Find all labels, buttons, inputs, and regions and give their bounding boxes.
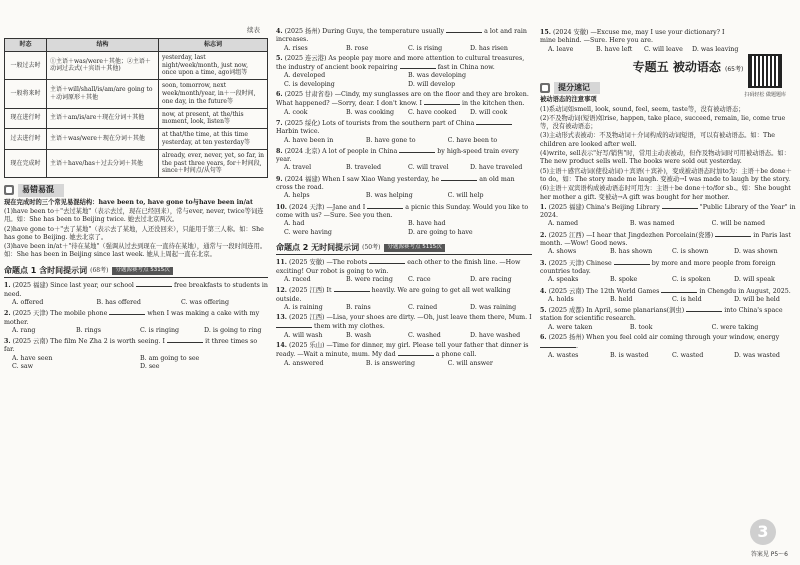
q-stem: (2025 连云港) As people pay more and more attention to cultural treasures, the industry of ancient book repairing: [276, 54, 525, 72]
option[interactable]: B. rose: [346, 44, 369, 52]
option[interactable]: A. named: [548, 220, 579, 228]
option[interactable]: D. was raining: [470, 303, 517, 311]
option[interactable]: A. have seen: [12, 354, 53, 362]
q-stem: by high-speed train every year.: [276, 147, 519, 164]
tense-table: [4, 38, 268, 178]
q-stem: .: [576, 343, 579, 351]
question: [540, 334, 796, 360]
option[interactable]: B. took: [629, 323, 653, 331]
question: [276, 119, 532, 145]
kp1-count: (68考): [90, 267, 109, 275]
option[interactable]: B. have gone to: [365, 136, 416, 144]
column-left: [4, 0, 268, 565]
question: [276, 342, 532, 368]
option[interactable]: C. will travel: [408, 164, 449, 172]
note-item: (5)主语＋感官动词(使役动词)＋宾语(＋宾补)，变成被动语态时加to为：主语＋be done＋to do。如：The story made me laugh. 变被动→I was made to laugh by the story.: [540, 167, 792, 183]
page-number: 3: [750, 519, 776, 545]
q-num: 5.: [276, 54, 283, 62]
option[interactable]: C. race: [408, 275, 431, 283]
options: [276, 304, 532, 312]
table-row: [5, 129, 268, 150]
tense-name: 现在完成时: [5, 149, 47, 177]
q-stem: (2025 安徽) —The robots: [288, 259, 368, 267]
question: [540, 29, 796, 54]
option[interactable]: C. will help: [447, 192, 484, 200]
option[interactable]: A. rises: [284, 44, 308, 52]
q-stem: (2025 江西) —I hear that Jingdezhen Porcelain(瓷器): [548, 231, 714, 239]
q-stem: fast in China now.: [437, 64, 495, 72]
option[interactable]: A. offered: [12, 298, 44, 306]
q-stem: (2025 天津) The mobile phone: [12, 310, 108, 318]
option[interactable]: C. have cooked: [408, 108, 457, 116]
options: [276, 45, 532, 53]
confusion-point: (1)have been to＋"去过某地"（表示去过，现在已经回来），常与ever, never, twice等词连用。如：She has been to Beijing twice. 她去过北京两次。: [4, 208, 264, 224]
option[interactable]: C. is rising: [408, 44, 443, 52]
question: [276, 175, 532, 201]
tense-name: 现在进行时: [5, 108, 47, 129]
option[interactable]: C. saw: [12, 363, 33, 370]
option[interactable]: B. were racing: [346, 275, 393, 283]
confusion-intro: 现在完成时的三个常见易混结构：have been to, have gone to与have been in/at: [4, 198, 253, 206]
q-num: 4.: [540, 287, 547, 295]
option[interactable]: A. travel: [284, 164, 312, 172]
option[interactable]: A. had: [284, 220, 305, 228]
kp1-heading: [4, 266, 268, 279]
q-num: 11.: [276, 259, 287, 267]
answer-blank[interactable]: [399, 147, 435, 153]
answer-blank[interactable]: [109, 309, 145, 315]
tense-markers: soon, tomorrow, next week/month/year, in＋一段时间, one day, in the future等: [159, 80, 268, 108]
q-stem: (2025 甘肃省卷) —Cindy, my sunglasses are on the floor and they are broken. What happened? —Sorry, dear. I don't know. I: [276, 91, 529, 108]
options: [4, 299, 268, 307]
q-stem: (2025 乐山) —Time for dinner, my girl. Please tell your father that dinner is ready. —Wait a minute, mum. My dad: [276, 342, 529, 359]
q-num: 8.: [276, 147, 283, 155]
table-row: [5, 149, 268, 177]
q-stem: (2024 安徽) —Excuse me, may I use your dictionary? I mine behind. —Sure. Here you are.: [540, 29, 725, 45]
question: [276, 27, 532, 53]
tense-structure: ①主语＋was/were＋其他；②主语＋动词过去式(＋宾语＋其他): [47, 51, 159, 79]
q-num: 9.: [276, 175, 283, 183]
q-num: 3.: [4, 338, 11, 346]
q-num: 2.: [540, 231, 547, 239]
option[interactable]: D. is going to ring: [204, 326, 262, 334]
question: [276, 203, 532, 237]
q-num: 1.: [540, 203, 547, 211]
q-num: 13.: [276, 314, 287, 322]
q-stem: (2025 江西) It: [288, 287, 332, 295]
option[interactable]: A. leave: [548, 45, 574, 53]
option[interactable]: B. held: [610, 295, 633, 303]
option[interactable]: D. has risen: [470, 44, 508, 52]
options: [540, 276, 796, 284]
q-stem: (2024 福建) When I saw Xiao Wang yesterday, he: [284, 175, 440, 183]
note-item: (3)主动形式表被动：不及物动词＋介词构成的动词短语，可以有被动语态。如：The children are looked after well.: [540, 132, 775, 148]
options: [540, 352, 796, 360]
confusion-point: (2)have gone to＋"去了某地"（表示去了某地，人还没回来），只能用于第三人称。如：She has gone to Beijing. 她去北京了。: [4, 225, 264, 241]
note-item: (6)主语＋双宾语构成被动语态时可用为：主语＋be done＋to/for sb.。如：She bought her mother a gift. 变被动→A gift was bought for her mother.: [540, 185, 791, 201]
kp2-title: 命题点 2 无时间提示词: [276, 242, 360, 252]
tense-markers: already, ever, never, yet, so far, in the past three years, for＋时间段, since＋时间点/从句等: [159, 149, 268, 177]
option[interactable]: A. will wash: [284, 331, 323, 339]
option[interactable]: A. shows: [548, 248, 577, 256]
answer-blank[interactable]: [540, 342, 579, 351]
q-num: 12.: [276, 287, 287, 295]
q-stem: (2025 绥化) Lots of tourists from the southern part of China: [284, 119, 475, 127]
answer-blank[interactable]: [334, 286, 370, 292]
q-num: 10.: [276, 203, 287, 211]
options: [540, 296, 796, 304]
q-num: 14.: [276, 342, 287, 350]
table-header: 结构: [47, 39, 159, 52]
q-num: 3.: [540, 259, 547, 267]
option[interactable]: C. is shown: [672, 248, 709, 256]
option[interactable]: C. washed: [408, 331, 441, 339]
column-right: [540, 0, 796, 565]
options: [276, 192, 532, 200]
answer-blank[interactable]: [136, 281, 172, 287]
option[interactable]: A. developed: [284, 72, 326, 80]
question: [276, 91, 532, 117]
option[interactable]: D. was shown: [734, 248, 778, 256]
option[interactable]: B. was developing: [408, 72, 466, 80]
options: [276, 72, 532, 89]
answer-blank[interactable]: [167, 337, 203, 343]
options: [276, 220, 532, 237]
q-num: 2.: [4, 310, 11, 318]
notebook-icon: [540, 83, 550, 93]
option[interactable]: A. wastes: [548, 351, 579, 359]
q-stem: a picnic this Sunday. Would you like to come with us? —Sure. See you then.: [276, 203, 529, 219]
option[interactable]: A. have been in: [284, 136, 334, 144]
q-stem: in the kitchen then.: [462, 100, 525, 108]
option[interactable]: D. will cook: [470, 108, 508, 116]
question: [4, 281, 268, 307]
q-stem: (2025 天津) Chinese: [548, 259, 612, 267]
q-stem: heavily. We are going to get all wet walking outside.: [276, 287, 511, 303]
q-stem: in Chengdu in August, 2025.: [699, 287, 791, 295]
options: [4, 355, 268, 372]
table-row: [5, 108, 268, 129]
confusion-heading: [4, 184, 268, 197]
q-stem: by more and more people from foreign countries today.: [540, 259, 776, 275]
option[interactable]: B. is wasted: [610, 351, 649, 359]
option[interactable]: B. has shown: [610, 248, 653, 256]
answer-blank[interactable]: [441, 175, 477, 181]
notes-title: 提分速记: [554, 82, 600, 95]
q-stem: (2024 天津) —Jane and I: [288, 203, 366, 211]
options: [276, 109, 532, 117]
table-row: [5, 80, 268, 108]
q-num: 7.: [276, 119, 283, 127]
option[interactable]: B. was named: [629, 220, 675, 228]
note-item: (2)不及物动词(短语)如rise, happen, take place, succeed, remain, lie, come true等，没有被动语态；: [540, 114, 786, 131]
qr-code-icon[interactable]: [748, 54, 782, 88]
option[interactable]: B. traveled: [346, 164, 381, 172]
option[interactable]: B. spoke: [610, 276, 638, 284]
tense-structure: 主语＋will/shall/is/am/are going to＋动词原形＋其他: [47, 80, 159, 108]
option[interactable]: C. wasted: [672, 351, 704, 359]
question: [4, 337, 268, 371]
option[interactable]: C. is spoken: [672, 276, 711, 284]
q-stem: (2025 成都) In April, some planarians(涡虫): [548, 307, 685, 315]
q-stem: each other to the finish line. —How exciting! Our robot is going to win.: [276, 259, 521, 275]
options: [276, 360, 532, 368]
note-item: (1)系动词如smell, look, sound, feel, seem, taste等，没有被动语态；: [540, 105, 745, 113]
answer-blank[interactable]: [662, 203, 698, 209]
answer-blank[interactable]: [715, 231, 751, 237]
option[interactable]: C. have been to: [447, 136, 498, 144]
question: [276, 55, 532, 89]
q-num: 1.: [4, 282, 11, 290]
kp2-tag: 分题源赛考点 5115次: [384, 244, 444, 251]
option[interactable]: B. have left: [596, 45, 633, 53]
option[interactable]: D. have washed: [470, 331, 521, 339]
kp2-count: (50考): [362, 244, 381, 252]
option[interactable]: C. will answer: [447, 359, 493, 367]
option[interactable]: A. is raining: [284, 303, 323, 311]
option[interactable]: D. was leaving: [692, 45, 739, 53]
tense-structure: 主语＋was/were＋现在分词＋其他: [47, 129, 159, 150]
option[interactable]: C. is ringing: [140, 326, 180, 334]
answer-blank[interactable]: [369, 258, 405, 264]
q-num: 6.: [540, 333, 547, 341]
option[interactable]: C. will leave: [644, 45, 683, 53]
answer-blank[interactable]: [686, 306, 722, 312]
option[interactable]: D. have traveled: [470, 164, 523, 172]
options: [276, 276, 532, 284]
option[interactable]: D. see: [140, 363, 160, 370]
tense-markers: now, at present, at the/this moment, look, listen等: [159, 108, 268, 129]
option[interactable]: A. raced: [284, 275, 311, 283]
question: [540, 287, 796, 305]
question: [540, 259, 796, 285]
option[interactable]: D. will be held: [734, 295, 780, 303]
q-stem: (2025 福建) Since last year, our school: [12, 282, 134, 290]
option[interactable]: C. rained: [408, 303, 438, 311]
q-num: 5.: [540, 307, 547, 315]
answer-blank[interactable]: [424, 99, 460, 105]
options: [540, 46, 740, 54]
question: [276, 147, 532, 173]
option[interactable]: C. is held: [672, 295, 702, 303]
tense-name: 过去进行时: [5, 129, 47, 150]
q-stem: (2025 福建) China's Beijing Library: [548, 203, 660, 211]
option[interactable]: C. was offering: [180, 298, 230, 306]
option[interactable]: A. rang: [12, 326, 36, 334]
question: [276, 314, 532, 340]
tense-name: 一般将来时: [5, 80, 47, 108]
option[interactable]: D. was wasted: [734, 351, 780, 359]
q-stem: (2025 扬州) During Guyu, the temperature usually: [284, 28, 445, 35]
option[interactable]: C. is developing: [284, 80, 335, 88]
option[interactable]: B. was cooking: [346, 108, 395, 116]
q-stem: "Public Library of the Year" in 2024.: [540, 203, 796, 220]
option[interactable]: D. will develop: [408, 80, 456, 88]
answer-blank[interactable]: [400, 63, 436, 69]
option[interactable]: A. speaks: [548, 276, 579, 284]
q-stem: in Paris last month. —Wow! Good news.: [540, 231, 791, 248]
options: [540, 248, 796, 256]
option[interactable]: B. was helping: [365, 192, 413, 200]
question: [540, 231, 796, 257]
option[interactable]: C. were having: [284, 228, 332, 236]
option[interactable]: C. will be named: [711, 220, 765, 228]
q-stem: (2025 江西) —Lisa, your shoes are dirty. —Oh, just leave them there, Mum. I: [288, 314, 532, 322]
table-header: 时态: [5, 39, 47, 52]
answer-blank[interactable]: [276, 322, 312, 328]
answer-blank[interactable]: [446, 27, 482, 33]
table-header: 标志词: [159, 39, 268, 52]
option[interactable]: B. has offered: [96, 298, 141, 306]
q-stem: it three times so far.: [4, 338, 258, 354]
confusion-point: (3)have been in/at＋"待在某地"（强调从过去到现在一直待在某地），通常与一段时间连用。如：She has been in Beijing since last week. 她从上周起一直在北京。: [4, 243, 267, 259]
q-stem: them with my clothes.: [314, 323, 385, 331]
q-stem: an old man cross the road.: [276, 175, 515, 192]
continued-label: 续表: [247, 26, 260, 34]
topic-name: 专题五 被动语态: [632, 59, 721, 74]
option[interactable]: C. were taking: [711, 323, 759, 331]
q-num: 4.: [276, 28, 283, 35]
option[interactable]: B. is answering: [365, 359, 415, 367]
question: [276, 258, 532, 284]
q-stem: (2024 北京) A lot of people in China: [284, 147, 398, 155]
option[interactable]: A. helps: [284, 192, 310, 200]
options: [276, 164, 532, 172]
option[interactable]: B. rains: [346, 303, 371, 311]
q-stem: a lot and rain increases.: [276, 28, 527, 44]
answer-blank[interactable]: [476, 119, 512, 125]
tense-structure: 主语＋am/is/are＋现在分词＋其他: [47, 108, 159, 129]
options: [4, 327, 268, 335]
kp2-heading: [276, 243, 532, 256]
option[interactable]: A. cook: [284, 108, 308, 116]
question: [540, 203, 796, 229]
option[interactable]: A. answered: [284, 359, 324, 367]
question: [4, 309, 268, 335]
tense-markers: at that/the time, at this time yesterday, at ten yesterday等: [159, 129, 268, 150]
column-middle: [276, 0, 532, 565]
option[interactable]: D. are going to have: [408, 228, 473, 236]
notes-list: [540, 106, 796, 202]
topic-count: (65考): [725, 65, 744, 73]
option[interactable]: A. holds: [548, 295, 574, 303]
q-stem: (2025 云南) The 12th World Games: [548, 287, 660, 295]
q-stem: when I was making a cake with my mother.: [4, 310, 260, 326]
answer-blank[interactable]: [614, 259, 650, 265]
options: [276, 332, 532, 340]
option[interactable]: B. have had: [408, 220, 446, 228]
confusion-title: 易错易混: [18, 184, 64, 197]
q-stem: a phone call.: [435, 351, 477, 359]
table-row: [5, 51, 268, 79]
note-item: (4)write, sell表示"好写/销售"时，常用主动表被动，但作及物动词时可用被动语态。如：The new product sells well. The books were sold out yesterday.: [540, 150, 790, 166]
options: [540, 324, 796, 332]
tense-structure: 主语＋have/has＋过去分词＋其他: [47, 149, 159, 177]
q-num: 6.: [276, 91, 283, 99]
option[interactable]: D. will speak: [734, 276, 775, 284]
option[interactable]: B. rings: [76, 326, 101, 334]
tense-name: 一般过去时: [5, 51, 47, 79]
option[interactable]: D. are racing: [470, 275, 512, 283]
tense-markers: yesterday, last night/week/month, just now, once upon a time, ago词组等: [159, 51, 268, 79]
options: [276, 137, 532, 145]
question: [540, 306, 796, 332]
question: [276, 286, 532, 312]
option[interactable]: B. wash: [346, 331, 372, 339]
notes-subtitle: 被动语态的注意事项: [540, 96, 597, 104]
q-stem: (2025 扬州) When you feel cold air coming through your window, energy: [548, 333, 780, 341]
options: [540, 220, 796, 228]
option[interactable]: A. were taken: [548, 323, 593, 331]
q-stem: (2025 云南) The film Ne Zha 2 is worth seeing. I: [12, 338, 166, 346]
option[interactable]: B. am going to see: [140, 354, 200, 362]
notebook-icon: [4, 185, 14, 195]
kp1-tag: 分题源赛考点 5315次: [112, 267, 172, 274]
answer-blank[interactable]: [661, 287, 697, 293]
kp1-title: 命题点 1 含时间提示词: [4, 265, 88, 275]
q-num: 15.: [540, 29, 551, 36]
answer-blank[interactable]: [398, 350, 434, 356]
answer-blank[interactable]: [367, 203, 403, 209]
q-stem: free breakfasts to students in need.: [4, 282, 268, 298]
q-stem: into China's space station for scientific research.: [540, 307, 783, 323]
qr-caption: 扫码轻松 做题题库: [744, 92, 786, 98]
answer-reference: 答案见 P5～6: [750, 551, 788, 559]
q-stem: Harbin twice.: [276, 128, 320, 136]
